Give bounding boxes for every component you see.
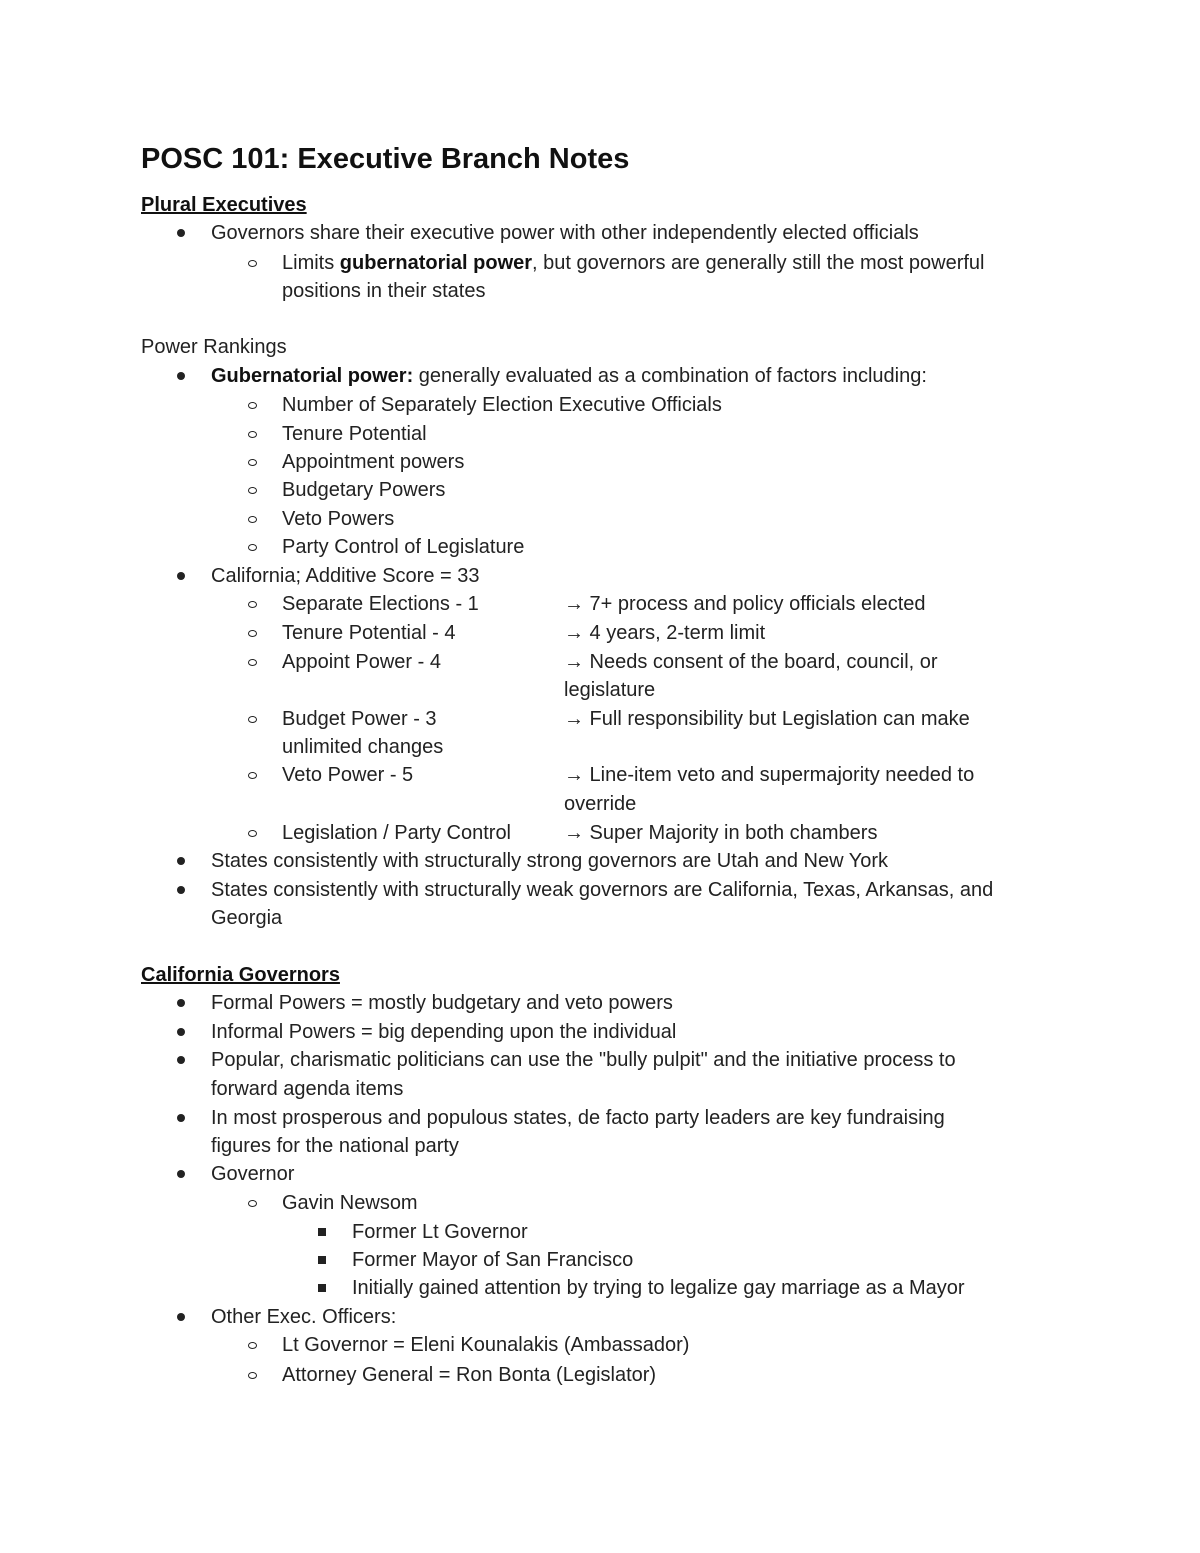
bullet-dot	[177, 1056, 185, 1064]
factor-item: Party Control of Legislature	[282, 536, 525, 558]
score-note: → Full responsibility but Legislation can make	[564, 708, 970, 730]
bullet-circle	[248, 260, 257, 267]
bullet-dot	[177, 857, 185, 865]
bullet-dot	[177, 1313, 185, 1321]
score-note: → 4 years, 2-term limit	[564, 622, 766, 644]
list-item: Formal Powers = mostly budgetary and veto powers	[211, 992, 673, 1014]
score-label: Veto Power - 5	[282, 764, 414, 786]
bullet-square	[318, 1284, 326, 1292]
bullet-circle	[248, 830, 257, 837]
list-item: States consistently with structurally strong governors are Utah and New York	[211, 850, 888, 872]
score-note-continuation: override	[564, 793, 637, 815]
list-item: States consistently with structurally weak governors are California, Texas, Arkansas, and	[211, 879, 994, 901]
page-title: POSC 101: Executive Branch Notes	[141, 143, 630, 175]
bullet-square	[318, 1256, 326, 1264]
list-item: Former Mayor of San Francisco	[352, 1249, 634, 1271]
bullet-circle	[248, 716, 257, 723]
heading-plural-executives: Plural Executives	[141, 194, 307, 216]
bullet-dot	[177, 1170, 185, 1178]
bullet-circle	[248, 772, 257, 779]
bullet-dot	[177, 886, 185, 894]
bullet-square	[318, 1228, 326, 1236]
bullet-circle	[248, 1372, 257, 1379]
factor-item: Veto Powers	[282, 508, 395, 530]
score-note-continuation: legislature	[564, 679, 656, 701]
bullet-dot	[177, 1028, 185, 1036]
list-item-continuation: forward agenda items	[211, 1078, 404, 1100]
list-item: Former Lt Governor	[352, 1221, 528, 1243]
list-item: Initially gained attention by trying to legalize gay marriage as a Mayor	[352, 1277, 965, 1299]
bullet-circle	[248, 516, 257, 523]
bullet-circle	[248, 459, 257, 466]
score-note: → Needs consent of the board, council, or	[564, 651, 938, 673]
factor-item: Appointment powers	[282, 451, 465, 473]
bullet-circle	[248, 431, 257, 438]
bullet-dot	[177, 999, 185, 1007]
bullet-dot	[177, 572, 185, 580]
factor-item: Tenure Potential	[282, 423, 427, 445]
score-label-continuation: unlimited changes	[282, 736, 444, 758]
bullet-circle	[248, 1342, 257, 1349]
score-label: Legislation / Party Control	[282, 822, 512, 844]
score-note: → Super Majority in both chambers	[564, 822, 878, 844]
bullet-circle	[248, 402, 257, 409]
factor-item: Number of Separately Election Executive Officials	[282, 394, 722, 416]
bullet-circle	[248, 544, 257, 551]
bullet-dot	[177, 1114, 185, 1122]
list-item: Other Exec. Officers:	[211, 1306, 397, 1328]
list-item: Attorney General = Ron Bonta (Legislator)	[282, 1364, 657, 1386]
bullet-circle	[248, 1200, 257, 1207]
score-label: Budget Power - 3	[282, 708, 437, 730]
score-label: Appoint Power - 4	[282, 651, 441, 673]
bullet-circle	[248, 659, 257, 666]
list-item: California; Additive Score = 33	[211, 565, 480, 587]
heading-california-governors: California Governors	[141, 964, 340, 986]
list-item: Informal Powers = big depending upon the individual	[211, 1021, 677, 1043]
list-item: Gavin Newsom	[282, 1192, 418, 1214]
bullet-dot	[177, 229, 185, 237]
list-item: Limits gubernatorial power, but governors are generally still the most powerful	[282, 252, 985, 274]
bullet-circle	[248, 601, 257, 608]
bullet-circle	[248, 487, 257, 494]
list-item: In most prosperous and populous states, de facto party leaders are key fundraising	[211, 1107, 945, 1129]
bullet-dot	[177, 372, 185, 380]
list-item-continuation: Georgia	[211, 907, 283, 929]
list-item: Lt Governor = Eleni Kounalakis (Ambassador)	[282, 1334, 690, 1356]
heading-power-rankings: Power Rankings	[141, 336, 287, 358]
list-item-continuation: figures for the national party	[211, 1135, 459, 1157]
bullet-circle	[248, 630, 257, 637]
list-item: Gubernatorial power: generally evaluated as a combination of factors including:	[211, 365, 927, 387]
list-item: Governor	[211, 1163, 295, 1185]
list-item-continuation: positions in their states	[282, 280, 486, 302]
list-item: Governors share their executive power with other independently elected officials	[211, 222, 919, 244]
score-note: → 7+ process and policy officials elected	[564, 593, 926, 615]
score-note: → Line-item veto and supermajority needed to	[564, 764, 975, 786]
score-label: Tenure Potential - 4	[282, 622, 456, 644]
factor-item: Budgetary Powers	[282, 479, 446, 501]
score-label: Separate Elections - 1	[282, 593, 479, 615]
list-item: Popular, charismatic politicians can use the "bully pulpit" and the initiative process to	[211, 1049, 956, 1071]
